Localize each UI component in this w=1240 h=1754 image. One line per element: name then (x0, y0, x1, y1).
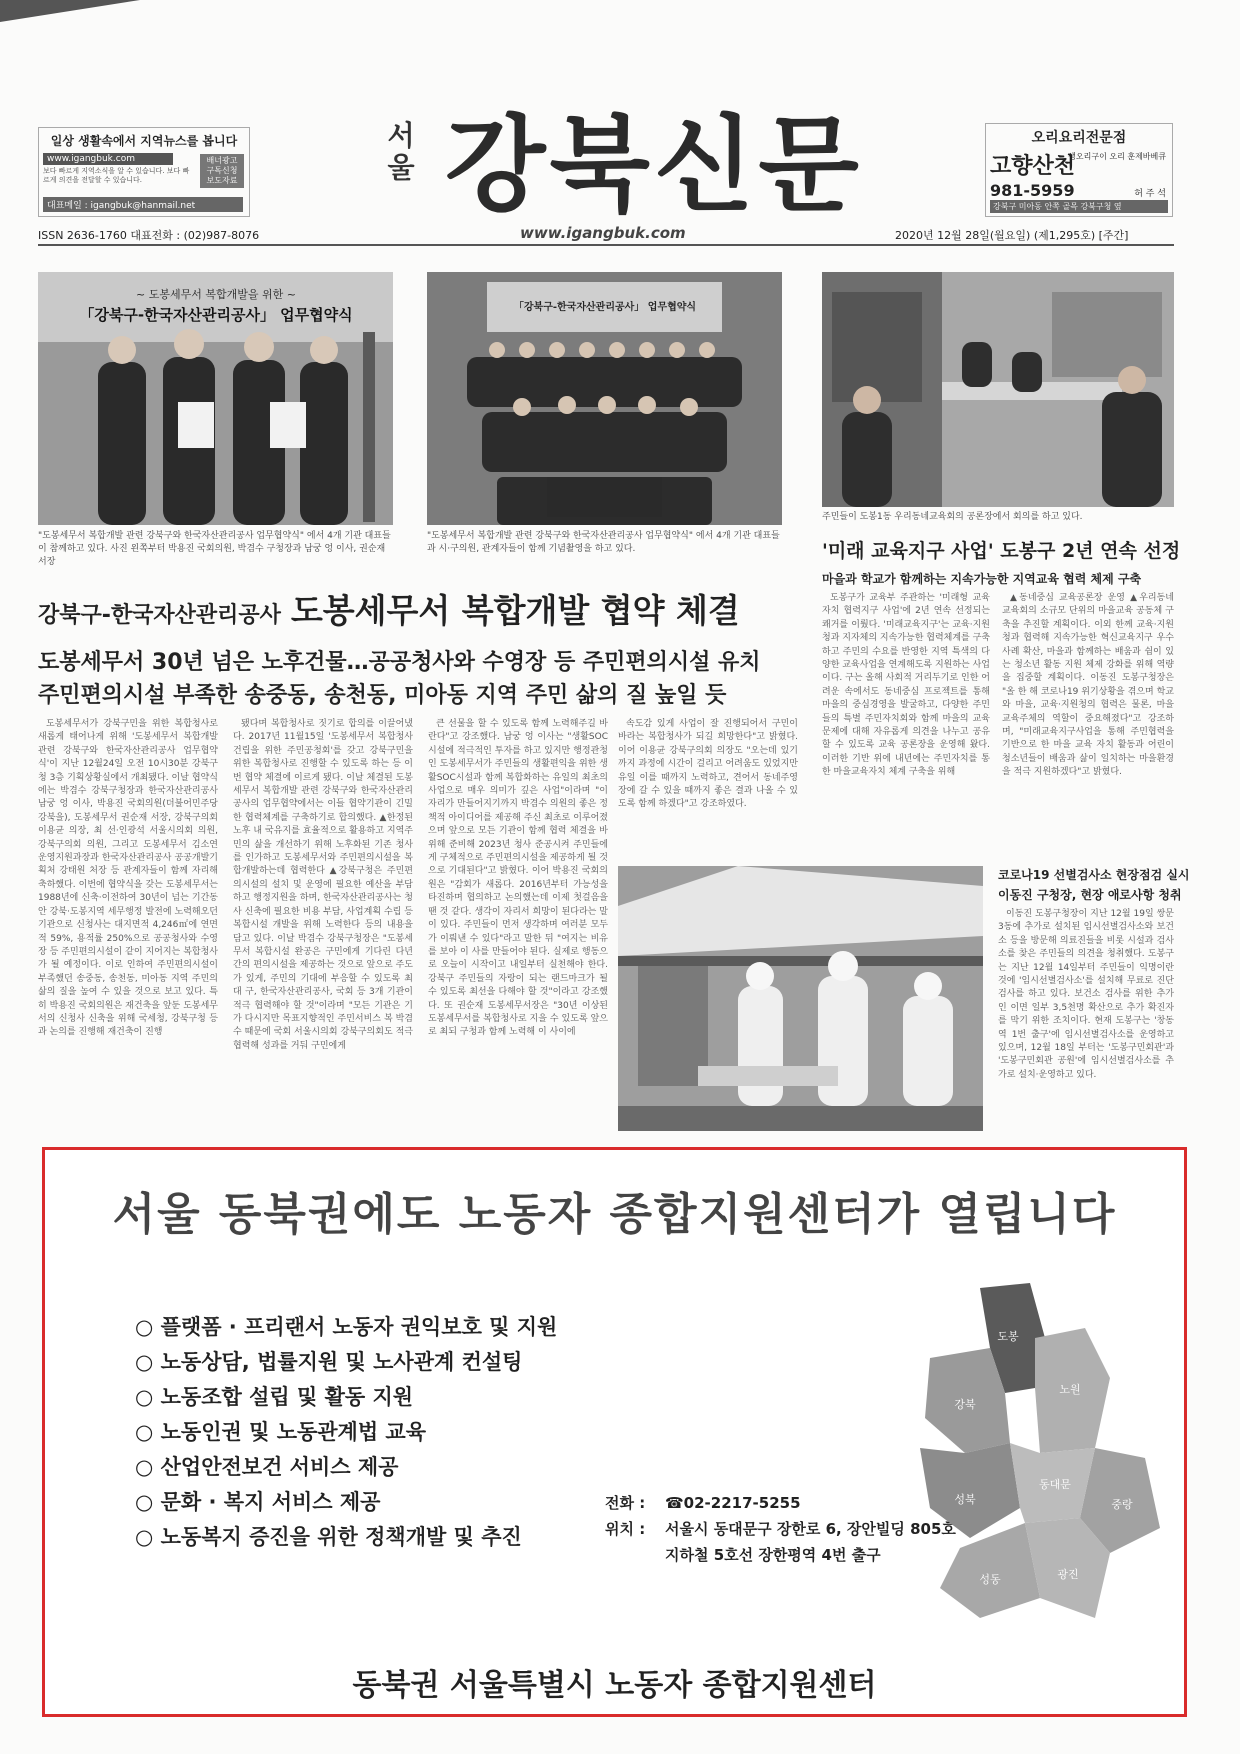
photo-education-meeting (822, 272, 1174, 507)
photo-covid-testing-site (618, 866, 983, 1131)
header-rule (38, 244, 1174, 246)
ad-district-map (910, 1278, 1170, 1642)
map-label-seongbuk: 성북 (954, 1493, 976, 1506)
main-headline-prefix: 강북구-한국자산관리공사 (38, 603, 281, 628)
photo1-banner-top: ~ 도봉세무서 복합개발을 위한 ~ (136, 288, 296, 301)
ad-service-item: ○ 노동조합 설립 및 활동 지원 (135, 1380, 557, 1415)
ad-restaurant-owner: 허 주 석 (1134, 189, 1166, 199)
ad-service-item: ○ 산업안전보건 서비스 제공 (135, 1450, 557, 1485)
ad-service-item: ○ 플랫폼 · 프리랜서 노동자 권익보호 및 지원 (135, 1310, 557, 1345)
covid-headline-2: 이동진 구청장, 현장 애로사항 청취 (998, 888, 1182, 902)
ad-footer-org: 동북권 서울특별시 노동자 종합지원센터 (352, 1668, 877, 1703)
scan-corner (0, 0, 140, 22)
photo1-banner-main: 「강북구-한국자산관리공사」 업무협약식 (79, 306, 353, 324)
ad-service-item: ○ 문화 · 복지 서비스 제공 (135, 1485, 557, 1520)
ad-service-list (135, 1310, 557, 1555)
header-right-ad (985, 123, 1173, 217)
main-article-col-3 (428, 718, 608, 1131)
promo-site[interactable]: www.igangbuk.com (43, 153, 173, 165)
ad-title: 서울 동북권에도 노동자 종합지원센터가 열립니다 (112, 1189, 1117, 1240)
ad-restaurant-address: 강북구 미아동 안쪽 골목 강북구청 옆 (990, 200, 1168, 213)
masthead-seoul: 서울 (387, 119, 415, 184)
photo1-caption: "도봉세무서 복합개발 관련 강북구와 한국자산관리공사 업무협약식" 에서 4개 기관 대표들이 참께하고 있다. 사진 왼쪽부터 박용진 국회의원, 박겸수 구청장과 남궁 엉 이사, 권순재 서장 (38, 531, 391, 567)
photo2-banner: 「강북구-한국자산관리공사」 업무협약식 (513, 302, 697, 313)
ad-service-item: ○ 노동인권 및 노동관계법 교육 (135, 1415, 557, 1450)
issn-line: ISSN 2636-1760 대표전화 : (02)987-8076 (38, 229, 260, 242)
masthead-title: 강북신문 (445, 104, 863, 226)
main-article-text: 도봉세무서가 강북구민을 위한 복합청사로 새롭게 태어나게 위해 '도봉세무서 복합개발 관련 강북구와 한국자산관리공사 업무협약식'이 지난 12월24일 오전 10시30분 강북구청 3층 기획상황실에서 개최됐다. 이날 협약식에는 박겸수 강북구청장과 한국자산관리공사 남궁 엉 이사, 박용진 국회의원(더불어민주당 강북을), 도봉세무서 권순재 서장, 강북구의회 이용균 의장, 최 선·인광석 서울시의회 의원, 강북구의회 의원, 그리고 도봉세무서 김소연 운영지원과장과 한국자산관리공사 공공개발기획처 강태원 처장 등 관계자들이 함께 자리해 축하했다. 이번에 협약식을 갖는 도봉세무서는 1988년에 신축·이전하여 30년이 넘는 기간동안 강북·도봉지역 세무행정 발전에 노력해오던 기관으로 신청사는 대지면적 4,246㎡에 연면적 59%, 용적률 250%으로 공공청사와 수영장 등 주민편의시설이 같이 지어지는 복합청사가 될 예정이다. 이로 인하여 주민편의시설이 부족했던 송중동, 송천동, 미아동 지역 주민의 삶의 질을 높여 수 있을 것으로 보고 있다. 특히 박용진 국회의원은 재건축을 앞둔 도봉세무서의 신청사 신축을 위해 국세청, 강북구청 등과 논의를 진행해 재건축이 진행 (38, 719, 218, 1038)
edu-article-col-1 (822, 592, 990, 844)
edu-article-text: ▲동네중심 교육공론장 운영 ▲우리동네 교육회의 소규모 단위의 마을교육 공동체 구축을 추진할 계획이다. 이외 한께 교육·지원청과 협력해 지속가능한 혁신교육지구 우수사례 확산, 마을과 함께하는 배움과 쉼이 있는 청소년 활동 지원 체제 강화를 위해 역량을 집중할 계획이다. 이동진 도봉구청장은 "올 한 해 코로나19 위기상황을 겪으며 학교와 마을, 교육·지원청의 협력은 물론, 마을 교육주체의 역할이 중요해졌다"고 강조하며, "미래교육지구사업을 통해 주민협력을 기반으로 한 마을 교육 자치 활동과 어린이 청소년들이 배움과 삶이 일치하는 마을환경을 적극 지원하겠다"고 밝혔다. (1002, 593, 1174, 778)
photo-signing-ceremony (38, 272, 393, 525)
site-url[interactable]: www.igangbuk.com (520, 224, 686, 242)
main-headline (38, 585, 740, 632)
map-label-nowon: 노원 (1059, 1383, 1081, 1396)
dateline: 2020년 12월 28일(월요일) (제1,295호) [주간] (895, 229, 1129, 242)
ad-restaurant-type: 오리요리전문점 (1031, 130, 1127, 146)
edu-article-col-2 (1002, 592, 1174, 844)
ad-address-label: 위치 : (605, 1520, 646, 1538)
photo3-caption: 주민들이 도봉1동 우리동네교육회의 공론장에서 회의를 하고 있다. (822, 512, 1083, 522)
ad-contact-block (605, 1490, 956, 1568)
ad-service-item: ○ 노동복지 증진을 위한 정책개발 및 추진 (135, 1520, 557, 1555)
ad-phone[interactable]: ☎02-2217-5255 (665, 1494, 801, 1512)
promo-desc: 보다 빠르게 지역소식을 알 수 있습니다. 보다 빠르게 의견을 전달할 수 있습니다. (43, 167, 190, 184)
main-article-text: 됐다며 복합청사로 짓기로 합의를 이끌어냈다. 2017년 11월15일 '도봉세무서 복합청사 건립을 위한 주민공청회'를 갖고 강북구민을 위한 복합청사로 진행할 수 있도록 하는 등 이번 협약 체결에 이르게 됐다. 이날 체결된 도봉세무서 복합개발 관련 강북구와 한국자산관리공사의 업무협약에서는 이들 협약기관이 긴밀한 협력체계를 구축하기로 합의했다. ▲한정된 노후 내 국유지를 효율적으로 활용하고 지역주민의 삶을 개선하기 위해 노후화된 기존 청사를 인가하고 도봉세무서와 주민편의시설을 복합개발하는데 협력한다 ▲강북구청은 주민편의시설의 설치 및 운영에 필요한 예산을 부담하고 행정지원을 하며, 한국자산관리공사는 청사 신축에 필요한 비용 부담, 사업계획 수립 등 복합시설 개발을 위해 노력한다 등의 내용을 담고 있다. 이날 박겸수 강북구청장은 "도봉세무서 복합시설 완공은 구민에게 기다린 다년 간의 편의시설을 제공하는 것으로 앞으로 주도가 있게, 주민의 기대에 부응할 수 있도록 최 대 구, 한국자산관리공사, 국회 등 3개 기관이 적극 협력해야 할 것"이라며 "모든 기관은 기가 다시지만 목표지향적인 주민서비스 복 박겸수 때문에 국회 서울시의회 강북구의회도 적극 협력해 성과를 거둬 구민에게 (233, 719, 413, 1051)
main-subheadline-2: 주민편의시설 부족한 송중동, 송천동, 미아동 지역 주민 삶의 질 높일 듯 (38, 683, 727, 708)
covid-headline-1: 코로나19 선별검사소 현장점검 실시 (998, 868, 1190, 882)
main-article-col-1 (38, 718, 218, 1131)
main-article-text: 속도감 있게 사업이 잘 진행되어서 구민이 바라는 복합청사가 되길 희망한다"고 밝혔다. 이어 이용균 강북구의회 의장도 "오는데 있기까지 과정에 시간이 걸리고 어려움도 있었지만 유일 이를 때까지 노력하고, 견어서 동네주영장에 갈 수 있을 때까지 좋은 결과 나올 수 있도록 함께 하겠다"고 강조하였다. (618, 719, 798, 810)
ad-restaurant-name: 고향산천 (990, 154, 1076, 179)
main-article-col-4 (618, 718, 798, 843)
covid-article-body (998, 908, 1174, 1131)
map-label-dobong: 도봉 (997, 1330, 1019, 1343)
map-label-gwangjin: 광진 (1057, 1568, 1079, 1581)
map-label-gangbuk: 강북 (954, 1398, 976, 1411)
main-subheadline-1: 도봉세무서 30년 넘은 노후건물…공공청사와 수영장 등 주민편의시설 유치 (38, 650, 761, 675)
header-left-promo (38, 127, 250, 217)
edu-subheadline: 마을과 학교가 함께하는 지속가능한 지역교육 협력 체제 구축 (822, 572, 1142, 586)
map-label-jungnang: 중랑 (1111, 1498, 1133, 1511)
map-label-dongdaemun: 동대문 (1039, 1478, 1071, 1491)
ad-address: 서울시 동대문구 장한로 6, 장안빌딩 805호 (665, 1520, 956, 1538)
map-label-seongdong: 성동 (979, 1573, 1001, 1586)
edu-headline: '미래 교육지구 사업' 도봉구 2년 연속 선정 (822, 540, 1181, 562)
main-article-text: 큰 선물을 할 수 있도록 함께 노력해주길 바란다"고 강조했다. 남궁 엉 이사는 "생활SOC시설에 적극적인 투자를 하고 있지만 행정관청인 도봉세무서가 주민들의 생활편익을 위한 생활SOC시설과 함께 복합화하는 유일의 최초의 사업으로 매우 의미가 깊은 사업"이라며 "이 자리가 만들어지기까지 박겸수 의원의 좋은 정책적 아이디어를 제공해 주신 최초로 이루어졌으며 앞으로 모든 기관이 함께 협력 체결을 바위해 준비해 2023년 청사 준공시켜 주민들에게 구체적으로 주민편의시설을 제공하게 될 것으로 기대된다"고 밝혔다. 이어 박용진 국회의원은 "감회가 새롭다. 2016년부터 가능성을 타진하며 협의하고 논의했는데 이제 첫걸음을 땐 것 같다. 생각이 자리서 희망이 된다라는 말이 있다. 주민들이 먼저 생각하며 여러분 모두가 이뤄낸 수 있다"라고 말한 뒤 "여지는 비유를 보아 이 사를 만들어야 된다. 실제로 행동으로 오늘이 시작이고 내일부터 실천해야 한다. 강북구 주민들의 자랑이 되는 랜드마크가 될 수 있도록 최선을 다해야 할 것"이라고 강조했다. 또 권순재 도봉세무서장은 "30년 이상된 도봉세무서를 복합청사로 지을 수 있도록 앞으로 최되 구청과 함께 노력해 이 사이에 (428, 719, 608, 1038)
covid-article-text: 이동진 도봉구청장이 지난 12월 19일 쌍문3동에 추가로 설치된 임시선별검사소와 보건소 등을 방문해 의료진들을 비롯 시설과 검사소를 찾은 주민들의 의견을 청취했다. 도봉구는 지난 12월 14일부터 주민들이 익명이란 것에 '임시선별검사소'를 설치해 무료로 진단검사를 하고 있다. 보건소 검사를 위한 추가인 이면 일부 3,5천명 확산으로 추가 확진자를 막기 위한 조치이다. 현재 도봉구는 '창동역 1번 출구'에 임시선별검사소를 운영하고 있으며, 12월 18일 부터는 '도봉구민회관'과 '도봉구민회관 공원'에 임시선별검사소를 추가로 설치·운영하고 있다. (998, 909, 1174, 1080)
promo-tagline: 일상 생활속에서 지역뉴스를 봅니다 (50, 134, 238, 148)
main-headline-text: 도봉세무서 복합개발 협약 체결 (290, 591, 740, 630)
photo2-caption: "도봉세무서 복합개발 관련 강북구와 한국자산관리공사 업무협약식" 에서 4개 기관 대표들과 시·구의원, 관계자들이 함께 기념촬영을 하고 있다. (427, 531, 780, 554)
promo-email: 대표메일 : igangbuk@hanmail.net (43, 197, 243, 212)
labor-center-ad (42, 1147, 1187, 1717)
ad-service-item: ○ 노동상담, 법률지원 및 노사관계 컨설팅 (135, 1345, 557, 1380)
main-article-col-2 (233, 718, 413, 1131)
promo-badge: 배너광고 구독신청 보도자료 (200, 154, 244, 188)
edu-article-text: 도봉구가 교육부 주관하는 '미래형 교육자치 협력지구 사업'에 2년 연속 선정되는 쾌거를 이뤘다. '미래교육지구'는 교육·지원청과 지자체의 지속가능한 협력체계를 구축하고 주민의 수요를 반영한 지역 특색의 다양한 교육사업을 연계해도록 지원하는 사업이다. 구는 올해 사회적 거리두기로 인한 어려운 속에서도 동네중심 프로젝트를 통해 마을의 중심경영을 발굴하고, 다양한 주민들의 특별 주민자치회와 함께 마을의 교육문제에 대해 자유롭게 의견을 나누고 공유할 수 있도록 교육 공론장을 운영해 왔다. 이러한 기반 위에 내년에는 주민자치를 통한 마을교육자치 체계 구축을 위해 (822, 593, 990, 778)
photo-group-picture (427, 272, 782, 525)
ad-restaurant-menu: 생오리구이 오리 훈제바베큐 (1068, 152, 1166, 161)
ad-restaurant-phone: 981-5959 (990, 181, 1075, 200)
ad-phone-label: 전화 : (605, 1494, 646, 1512)
ad-subway: 지하철 5호선 장한평역 4번 출구 (665, 1546, 881, 1564)
